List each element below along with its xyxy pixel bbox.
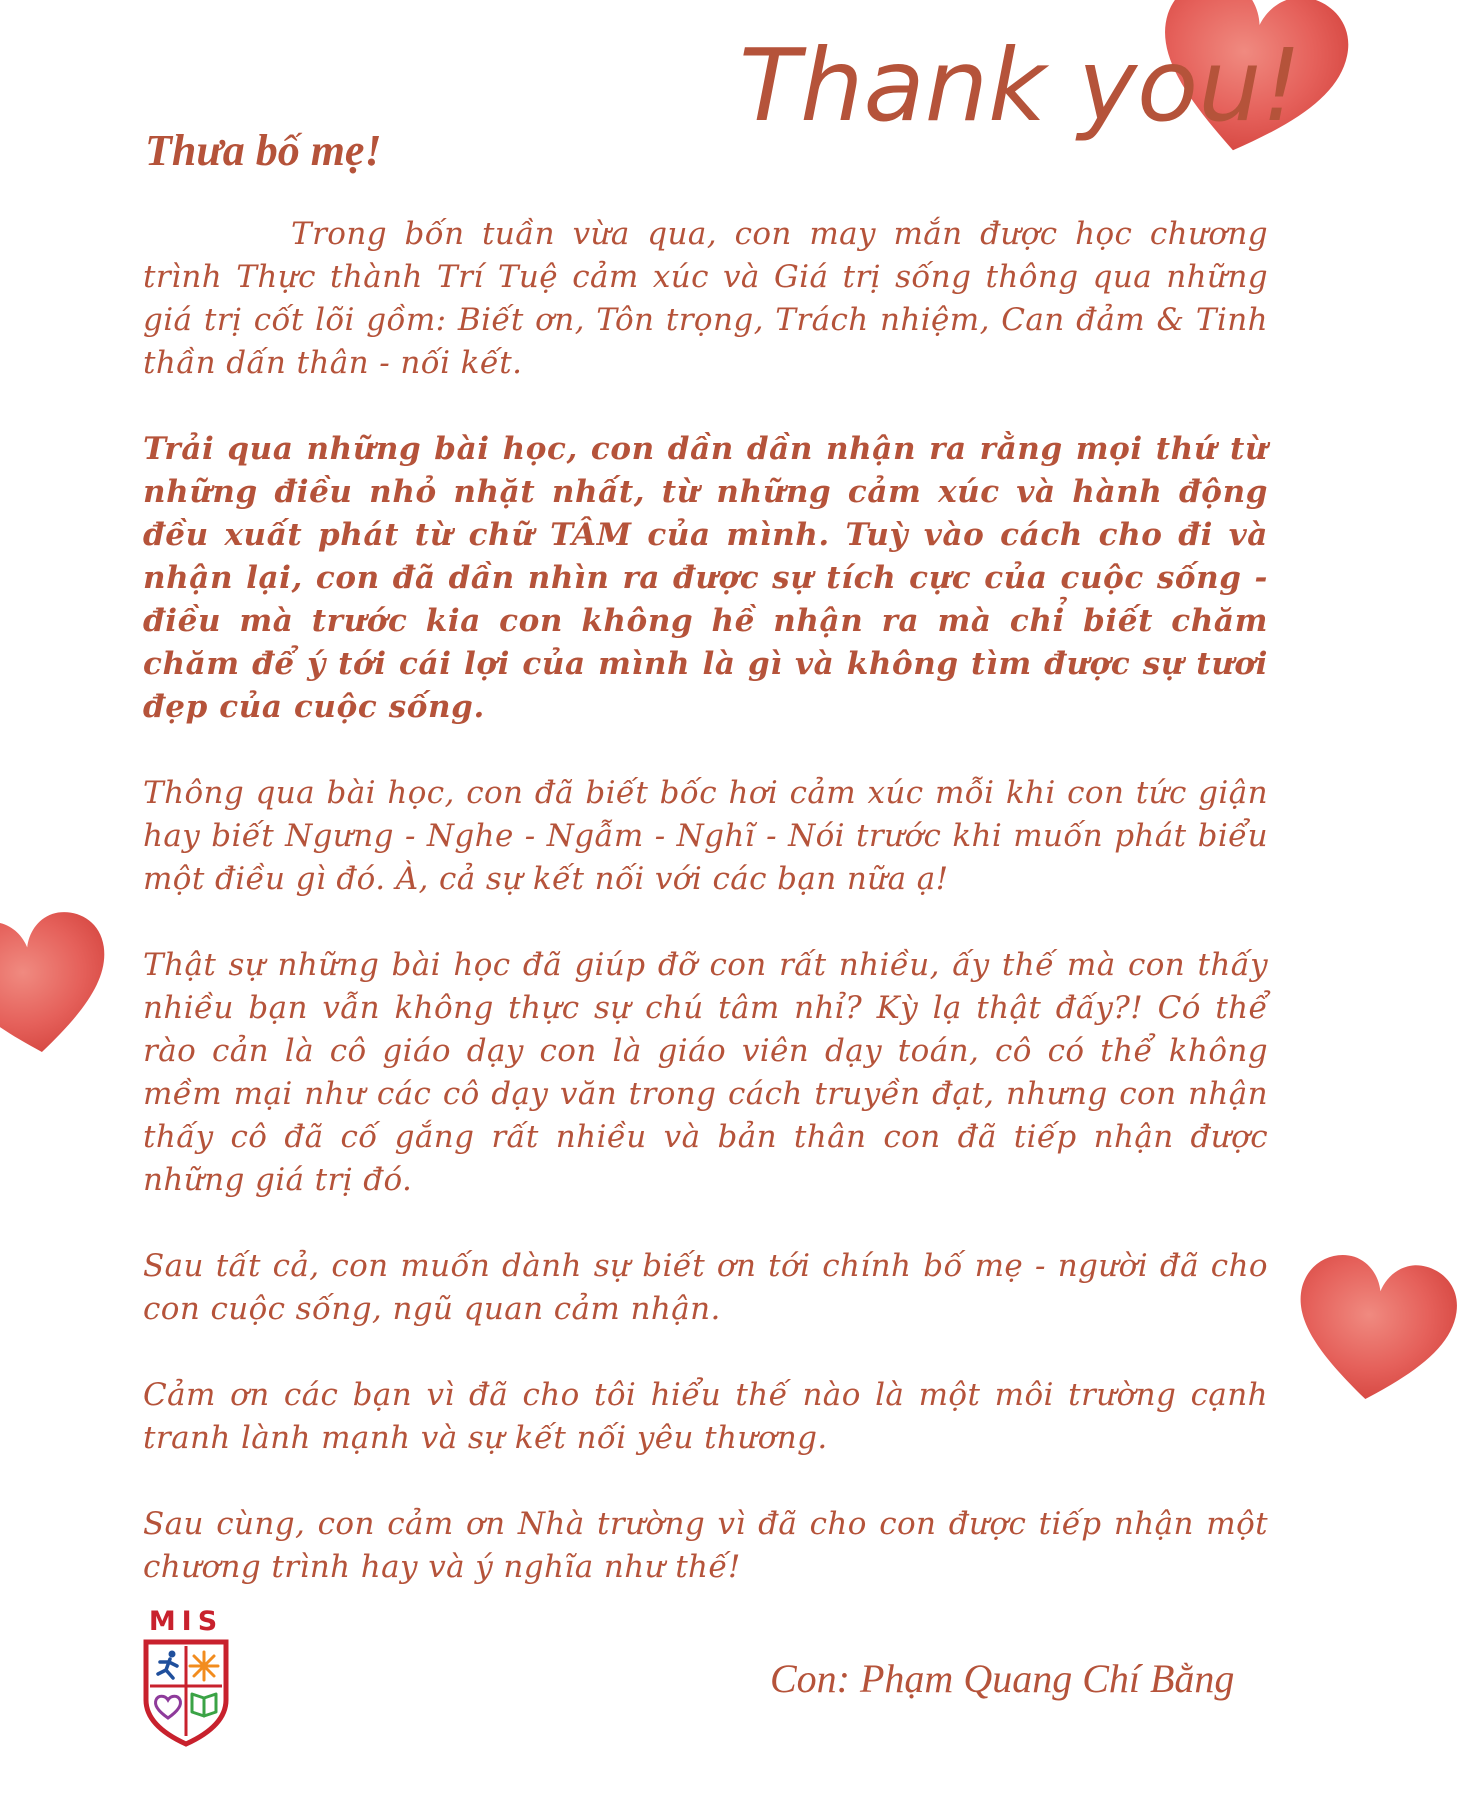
paragraph-intro: Trong bốn tuần vừa qua, con may mắn được học chương trình Thực thành Trí Tuệ cảm xúc và Giá trị sống thông qua những giá trị cốt lõi gồm: Biết ơn, Tôn trọng, Trách nhiệm, Can đảm & Tinh thần dấn thân - nối kết. [143,216,1268,381]
thank-you-heading [735,27,1302,180]
heart-decoration-left [0,894,125,1075]
paragraph-thanks-friends: Cảm ơn các bạn vì đã cho tôi hiểu thế nào là một môi trường cạnh tranh lành mạnh và sự kết nối yêu thương. [143,1377,1268,1456]
mis-shield-logo-icon [138,1608,234,1748]
paragraph-observation: Thật sự những bài học đã giúp đỡ con rất nhiều, ấy thế mà con thấy nhiều bạn vẫn không thực sự chú tâm nhỉ? Kỳ lạ thật đấy?! Có thể rào cản là cô giáo dạy con là giáo viên dạy toán, cô có thể không mềm mại như các cô dạy văn trong cách truyền đạt, nhưng con nhận thấy cô đã cố gắng rất nhiều và bản thân con đã tiếp nhận được những giá trị đó. [143,947,1268,1198]
thank-you-text: Thank you! [739,27,1302,144]
paragraph-reflection: Trải qua những bài học, con dần dần nhận ra rằng mọi thứ từ những điều nhỏ nhặt nhất, từ những cảm xúc và hành động đều xuất phát từ chữ TÂM của mình. Tuỳ vào cách cho đi và nhận lại, con đã dần nhìn ra được sự tích cực của cuộc sống - điều mà trước kia con không hề nhận ra mà chỉ biết chăm chăm để ý tới cái lợi của mình là gì và không tìm được sự tươi đẹp của cuộc sống. [143,431,1268,725]
letter-body [143,213,1268,1632]
paragraph-lessons: Thông qua bài học, con đã biết bốc hơi cảm xúc mỗi khi con tức giận hay biết Ngưng - Nghe - Ngẫm - Nghĩ - Nói trước khi muốn phát biểu một điều gì đó. À, cả sự kết nối với các bạn nữa ạ! [143,775,1268,897]
paragraph-thanks-parents: Sau tất cả, con muốn dành sự biết ơn tới chính bố mẹ - người đã cho con cuộc sống, ngũ quan cảm nhận. [143,1248,1268,1327]
paragraph-thanks-school: Sau cùng, con cảm ơn Nhà trường vì đã cho con được tiếp nhận một chương trình hay và ý nghĩa như thế! [143,1506,1268,1585]
heart-decoration-right [1279,1234,1471,1426]
mis-logo-text: MIS [148,1606,224,1637]
letter-greeting: Thưa bố mẹ! [145,126,382,175]
letter-signature: Con: Phạm Quang Chí Bằng [770,1656,1235,1701]
